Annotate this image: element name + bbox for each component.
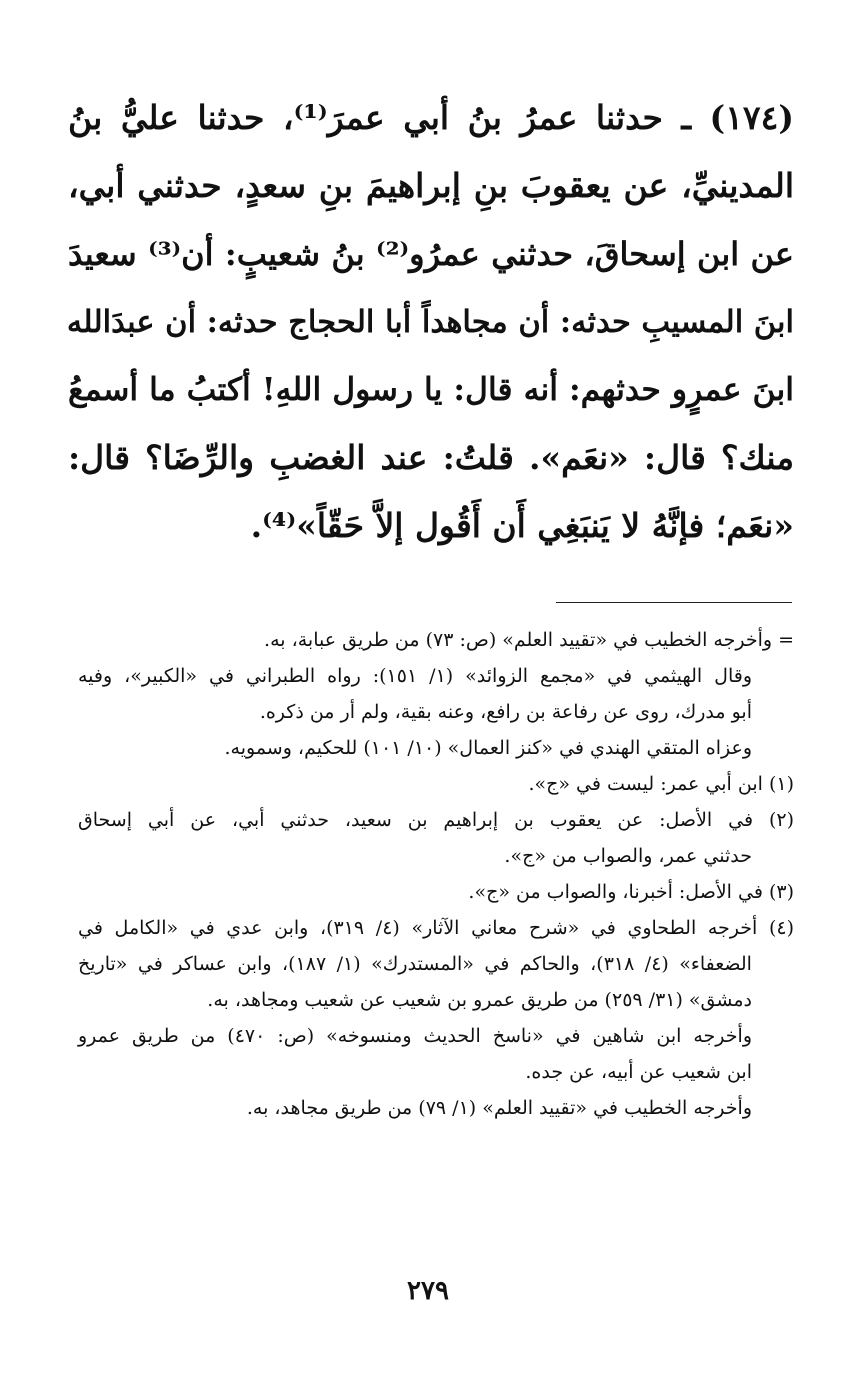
footnote-separator bbox=[556, 602, 792, 603]
hadith-line-5: ابنَ عمرٍو حدثهم: أنه قال: يا رسول اللهِ! أكتبُ ما أسمعُ bbox=[68, 371, 794, 408]
footnote-line: وأخرجه ابن شاهين في «ناسخ الحديث ومنسوخه» (ص: ٤٧٠) من طريق عمرو bbox=[78, 1025, 752, 1047]
footnote-2: (٢) في الأصل: عن يعقوب بن إبراهيم بن سعيد، حدثني أبي، عن أبي إسحاق bbox=[78, 809, 794, 831]
footnote-line: وقال الهيثمي في «مجمع الزوائد» (١/ ١٥١): رواه الطبراني في «الكبير»، وفيه bbox=[78, 665, 753, 687]
hadith-line-3: عن ابن إسحاقَ، حدثني عمرُو⁽²⁾ بنُ شعيبٍ: أن⁽³⁾ سعيدَ bbox=[68, 235, 795, 273]
hadith-line-7: «نعَم؛ فإنَّهُ لا يَنبَغِي أَن أَقُول إلاَّ حَقّاً»⁽⁴⁾. bbox=[250, 506, 794, 545]
footnote-1: (١) ابن أبي عمر: ليست في «ج». bbox=[528, 773, 794, 795]
footnote-line: أبو مدرك، روى عن رفاعة بن رافع، وعنه بقية، ولم أر من ذكره. bbox=[259, 701, 752, 723]
hadith-line-1: (١٧٤) ـ حدثنا عمرُ بنُ أبي عمرَ⁽¹⁾، حدثنا عليُّ بنُ bbox=[68, 98, 794, 137]
hadith-line-4: ابنَ المسيبِ حدثه: أن مجاهداً أبا الحجاج حدثه: أن عبدَالله bbox=[66, 304, 794, 340]
footnotes bbox=[78, 622, 794, 1126]
footnote-line: وعزاه المتقي الهندي في «كنز العمال» (١٠/ ١٠١) للحكيم، وسمويه. bbox=[224, 737, 752, 759]
footnote-line: = وأخرجه الخطيب في «تقييد العلم» (ص: ٧٣) من طريق عبابة، به. bbox=[264, 629, 794, 651]
footnote-line: وأخرجه الخطيب في «تقييد العلم» (١/ ٧٩) من طريق مجاهد، به. bbox=[246, 1097, 752, 1119]
footnote-line: الضعفاء» (٤/ ٣١٨)، والحاكم في «المستدرك» (١/ ١٨٧)، وابن عساكر في «تاريخ bbox=[78, 953, 752, 975]
page-number: ٢٧٩ bbox=[407, 1276, 449, 1306]
footnote-4: (٤) أخرجه الطحاوي في «شرح معاني الآثار» (٤/ ٣١٩)، وابن عدي في «الكامل في bbox=[78, 917, 794, 939]
footnote-3: (٣) في الأصل: أخبرنا، والصواب من «ج». bbox=[468, 881, 794, 903]
footnote-line: حدثني عمر، والصواب من «ج». bbox=[504, 845, 752, 867]
hadith-line-2: المدينيِّ، عن يعقوبَ بنِ إبراهيمَ بنِ سعدٍ، حدثني أبي، bbox=[68, 166, 794, 205]
footnote-line: دمشق» (٣١/ ٢٥٩) من طريق عمرو بن شعيب عن شعيب ومجاهد، به. bbox=[207, 989, 752, 1011]
hadith-text bbox=[68, 84, 794, 560]
hadith-line-6: منك؟ قال: «نعَم». قلتُ: عند الغضبِ والرِّضَا؟ قال: bbox=[68, 438, 794, 477]
footnote-line: ابن شعيب عن أبيه، عن جده. bbox=[525, 1061, 752, 1083]
